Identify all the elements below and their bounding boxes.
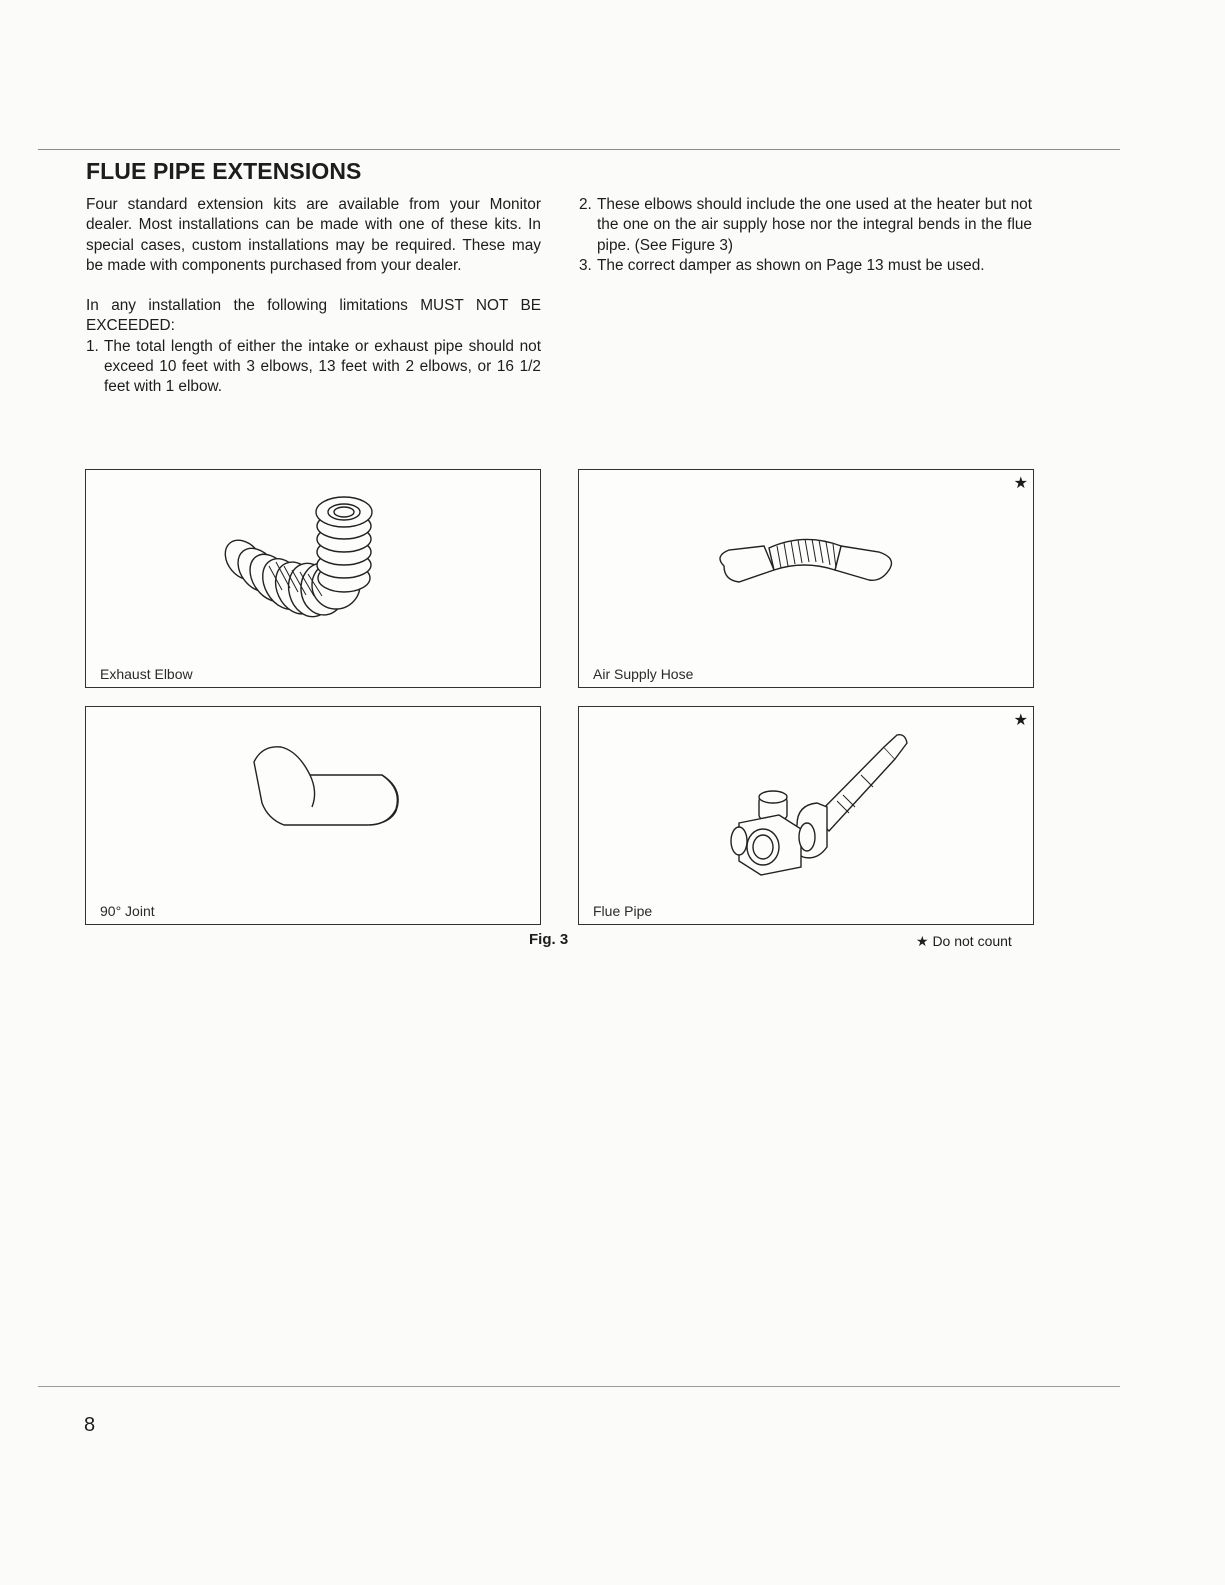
panel-caption: Exhaust Elbow <box>100 666 193 682</box>
right-column <box>579 195 1032 276</box>
item-text: The total length of either the intake or exhaust pipe should not exceed 10 feet with 3 elbows, 13 feet with 2 elbows, or 16 1/2 feet with 1 elbow. <box>104 337 541 396</box>
exhaust-elbow-illustration <box>86 470 539 686</box>
figure-panel-flue-pipe <box>578 706 1034 925</box>
item-number: 2. <box>579 196 592 213</box>
figure-panel-exhaust-elbow <box>85 469 541 688</box>
list-item <box>579 256 1032 276</box>
top-rule <box>38 149 1120 150</box>
intro-paragraph: Four standard extension kits are available from your Monitor dealer. Most installations can be made with one of these kits. In special cases, custom installations may be required. These may be made with components purchased from your dealer. <box>86 196 541 274</box>
item-number: 3. <box>579 256 592 274</box>
limits-intro: In any installation the following limitations MUST NOT BE EXCEEDED: <box>86 297 541 335</box>
figure-label: Fig. 3 <box>529 931 569 948</box>
flue-pipe-illustration <box>579 707 1032 923</box>
90-joint-illustration <box>86 707 539 923</box>
list-item <box>579 195 1032 256</box>
item-text: These elbows should include the one used at the heater but not the one on the air supply hose nor the integral bends in the flue pipe. (See Figure 3) <box>597 196 1032 254</box>
left-column <box>86 195 541 398</box>
panel-caption: Flue Pipe <box>593 903 653 919</box>
panel-caption: Air Supply Hose <box>593 666 694 682</box>
star-marker-icon: ★ <box>1013 712 1028 729</box>
item-number: 1. <box>86 337 99 355</box>
air-supply-hose-illustration <box>579 470 1032 686</box>
section-heading: FLUE PIPE EXTENSIONS <box>86 158 362 184</box>
list-item <box>86 337 541 398</box>
panel-caption: 90° Joint <box>100 903 155 919</box>
star-marker-icon: ★ <box>1013 475 1028 492</box>
bottom-rule <box>38 1386 1120 1387</box>
page-number: 8 <box>84 1414 96 1436</box>
figure-panel-air-supply-hose <box>578 469 1034 688</box>
figure-panel-90-joint <box>85 706 541 925</box>
item-text: The correct damper as shown on Page 13 must be used. <box>597 256 985 274</box>
footnote-do-not-count: ★ Do not count <box>916 933 1012 949</box>
